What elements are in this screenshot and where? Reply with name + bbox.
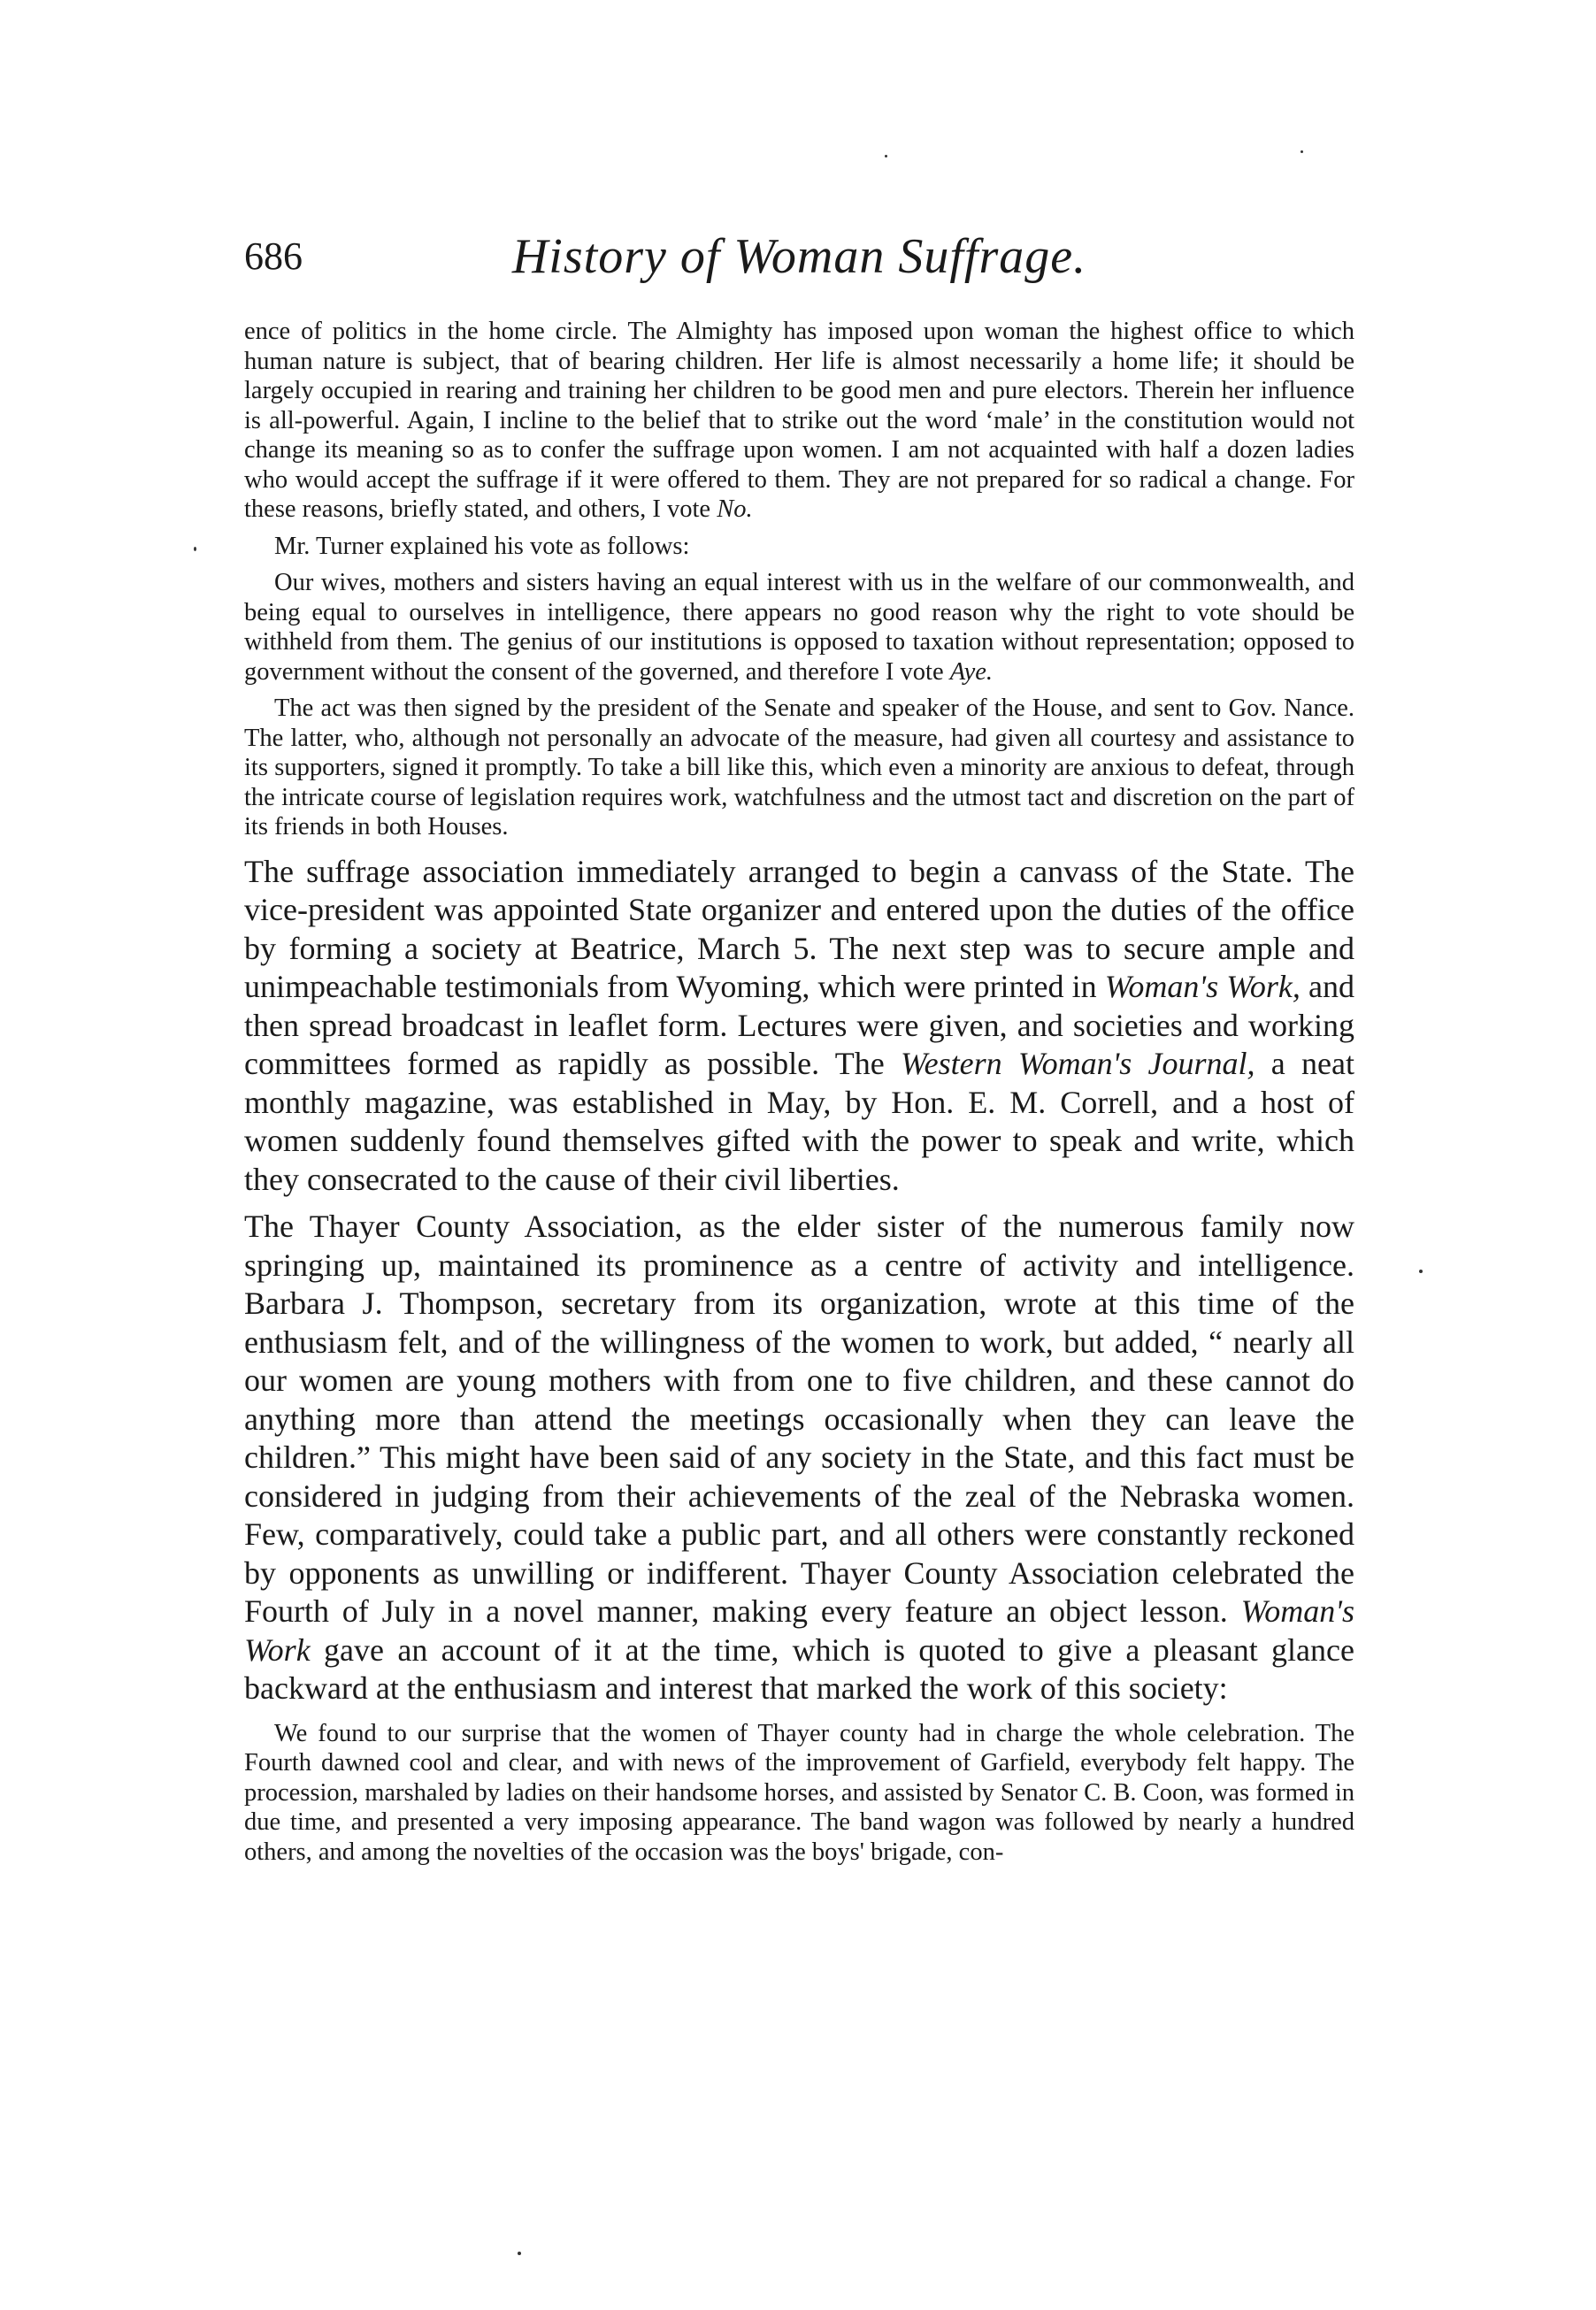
paragraph-quoted-account: We found to our surprise that the women of Thayer county had in charge the whole celebration. The Fourth dawned cool and clear, and with news of the improvement of Garfield, everybody felt happy. The procession, marshaled by ladies on their handsome horses, and assisted by Senator C. B. Coon, was formed in due time, and presented a very imposing appearance. The band wagon was followed by nearly a hundred others, and among the novelties of the occasion was the boys' brigade, con-	[244, 1719, 1354, 1866]
vote-aye: Aye.	[949, 657, 994, 686]
paragraph-act-signed: The act was then signed by the president of the Senate and speaker of the House, and sent to Gov. Nance. The latter, who, although not personally an advocate of the measure, had given all courtesy and assistance to its supporters, signed it promptly. To take a bill like this, which even a minority are anxious to defeat, through the intricate course of legislation requires work, watchfulness and the utmost tact and discretion on the part of its friends in both Houses.	[244, 695, 1354, 840]
paragraph-text: and then spread broadcast in leaflet form. Lectures were given, and societies and working committees formed as rapidly as possible. The	[244, 969, 1355, 1081]
scan-speck	[1301, 150, 1303, 153]
title-western-womans-journal: Western Woman's Journal,	[900, 1046, 1255, 1081]
paragraph-text: gave an account of it at the time, which is quoted to give a pleasant glance backward at the enthusiasm and interest that marked the work of this society:	[244, 1631, 1354, 1706]
paragraph-text: ence of politics in the home circle. The Almighty has imposed upon woman the highest office to which human nature is subject, that of bearing children. Her life is almost necessarily a home life; it should be largely occupied in rearing and training her children to be good men and pure electors. Therein her influence is all-powerful. Again, I incline to the belief that to strike out the word ‘male’ in the constitution would not change its meaning so as to confer the suffrage upon women. I am not acquainted with half a dozen ladies who would accept the suffrage if it were offered to them. They are not prepared for so radical a change. For these reasons, briefly stated, and others, I vote	[244, 318, 1354, 523]
scan-speck	[885, 155, 887, 157]
paragraph-speech-continuation	[244, 317, 1354, 525]
paragraph-text: a neat monthly magazine, was established in May, by Hon. E. M. Correll, and a host of women suddenly found themselves gifted with the power to speak and write, which they consecrated to the cause of their civil liberties.	[244, 1046, 1354, 1197]
title-womans-work: Woman's Work,	[1104, 969, 1301, 1004]
paragraph-turner-intro: Mr. Turner explained his vote as follows:	[274, 532, 690, 560]
vote-no: No.	[717, 495, 753, 523]
book-page	[244, 221, 1354, 1867]
paragraph-thayer-county	[244, 1208, 1354, 1708]
paragraph-text: The Thayer County Association, as the elder sister of the numerous family now springing up, maintained its prominence as a centre of activity and intelligence. Barbara J. Thompson, secretary from its organization, wrote at this time of the enthusiasm felt, and of the willingness of the women to work, but added, “ nearly all our women are young mothers with from one to five children, and these cannot do anything more than attend the meetings occasionally when they can leave the children.” This might have been said of any society in the State, and this fact must be considered in judging from their achievements of the zeal of the Nebraska women. Few, comparatively, could take a public part, and all others were constantly reckoned by opponents as unwilling or indifferent. Thayer County Association celebrated the Fourth of July in a novel manner, making every feature an object lesson.	[244, 1209, 1354, 1629]
paragraph-canvass	[244, 853, 1354, 1200]
paragraph-text: The suffrage association immediately arranged to begin a canvass of the State. The vice-president was appointed State organizer and entered upon the duties of the office by forming a society at Beatrice, March 5. The next step was to secure ample and unimpeachable testimonials from Wyoming, which were printed in	[244, 853, 1354, 1004]
scan-speck	[518, 2252, 521, 2255]
running-title: History of Woman Suffrage.	[511, 229, 1087, 284]
paragraph-turner-quote	[244, 568, 1354, 687]
scan-speck	[1419, 1270, 1423, 1273]
title-womans-work: Woman's Work	[244, 1593, 1354, 1668]
page-number: 686	[244, 234, 303, 278]
paragraph-text: Our wives, mothers and sisters having an equal interest with us in the welfare of our commonwealth, and being equal to ourselves in intelligence, there appears no good reason why the right to vote should be withheld from them. The genius of our institutions is opposed to taxation without representation; opposed to government without the consent of the governed, and therefore I vote	[244, 569, 1354, 686]
page-header	[244, 221, 1354, 292]
scan-speck	[194, 547, 196, 551]
